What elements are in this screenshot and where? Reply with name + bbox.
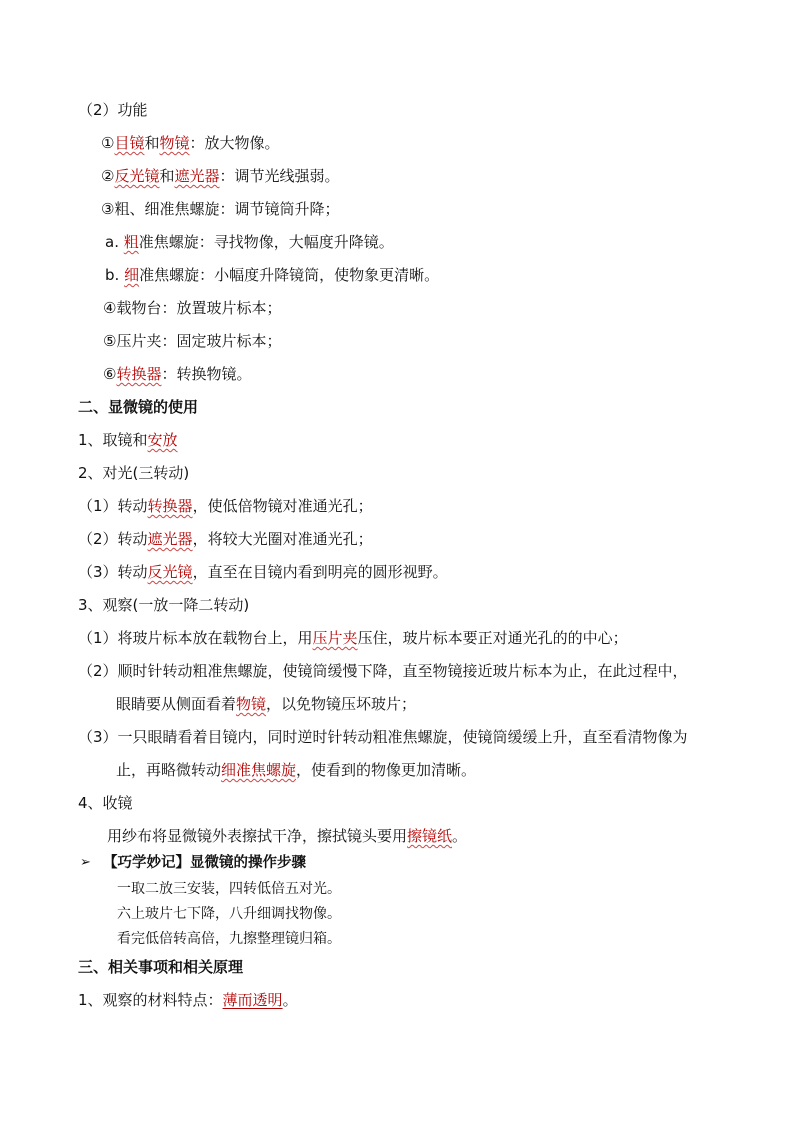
step-text: （1）转动 — [78, 497, 148, 515]
section-heading-usage: 二、显微镜的使用 — [78, 398, 199, 416]
step-1 — [78, 430, 178, 450]
item-number: ⑥ — [103, 365, 117, 383]
step-text: 眼睛要从侧面看着 — [116, 695, 237, 713]
term-fine: 细 — [124, 266, 140, 284]
term-nosepiece: 转换器 — [116, 365, 162, 383]
item-prefix: b. — [105, 266, 125, 284]
function-item-a — [105, 232, 394, 252]
step-2-1 — [78, 496, 373, 516]
conjunction: 和 — [144, 134, 160, 152]
step-text: ，使看到的物像更加清晰。 — [296, 761, 477, 779]
step-text: ，将较大光圈对准通光孔； — [192, 530, 373, 548]
step-text: 压住，玻片标本要正对通光孔的的中心； — [357, 629, 628, 647]
conjunction: 和 — [159, 167, 175, 185]
mnemonic-line-1: 一取二放三安装，四转低倍五对光。 — [117, 881, 341, 897]
term-objective: 物镜 — [159, 134, 190, 152]
term-clip: 压片夹 — [312, 629, 358, 647]
function-item-b — [105, 265, 439, 285]
section-heading-principles: 三、相关事项和相关原理 — [78, 958, 244, 976]
step-text: ，直至在目镜内看到明亮的圆形视野。 — [192, 563, 448, 581]
step-text: （3）转动 — [78, 563, 148, 581]
step-text: 。 — [452, 827, 468, 845]
term-diaphragm: 遮光器 — [147, 530, 193, 548]
term-nosepiece: 转换器 — [147, 497, 193, 515]
mnemonic-title: 【巧学妙记】显微镜的操作步骤 — [103, 854, 306, 871]
principle-text: 1、观察的材料特点： — [78, 991, 223, 1009]
term-thin-transparent: 薄而透明 — [222, 991, 283, 1009]
step-3-1 — [78, 628, 628, 648]
term-diaphragm: 遮光器 — [174, 167, 220, 185]
step-3-2-line2 — [116, 694, 416, 714]
term-mirror: 反光镜 — [114, 167, 160, 185]
step-4: 4、收镜 — [78, 794, 133, 812]
item-text: ：调节光线强弱。 — [219, 167, 340, 185]
function-item-4: ④载物台：放置玻片标本； — [103, 299, 282, 317]
step-2-3 — [78, 562, 448, 582]
term-mirror: 反光镜 — [147, 563, 193, 581]
item-number: ② — [101, 167, 115, 185]
step-text: 用纱布将显微镜外表擦拭干净，擦拭镜头要用 — [107, 827, 408, 845]
principle-text: 。 — [282, 991, 298, 1009]
term-eyepiece: 目镜 — [114, 134, 145, 152]
function-item-1 — [101, 133, 280, 153]
step-text: ，以免物镜压坏玻片； — [266, 695, 417, 713]
term-lens-paper: 擦镜纸 — [407, 827, 453, 845]
step-3-3-line1: （3）一只眼睛看着目镜内，同时逆时针转动粗准焦螺旋，使镜筒缓缓上升，直至看清物像为 — [78, 728, 688, 746]
item-prefix: a. — [105, 233, 124, 251]
item-text: 准焦螺旋：小幅度升降镜筒，使物象更清晰。 — [139, 266, 440, 284]
item-text: ：转换物镜。 — [161, 365, 252, 383]
step-text: ，使低倍物镜对准通光孔； — [192, 497, 373, 515]
term-fine-adjustment: 细准焦螺旋 — [221, 761, 297, 779]
function-item-5: ⑤压片夹：固定玻片标本； — [103, 332, 282, 350]
function-item-3: ③粗、细准焦螺旋：调节镜筒升降； — [101, 200, 340, 218]
term-coarse: 粗 — [123, 233, 139, 251]
function-item-2 — [101, 166, 340, 186]
mnemonic-line-2: 六上玻片七下降，八升细调找物像。 — [117, 906, 341, 922]
item-text: ：放大物像。 — [189, 134, 280, 152]
item-number: ① — [101, 134, 115, 152]
step-3: 3、观察(一放一降二转动) — [78, 596, 250, 614]
mnemonic-line-3: 看完低倍转高倍，九擦整理镜归箱。 — [117, 931, 341, 947]
step-text: （1）将玻片标本放在载物台上，用 — [78, 629, 313, 647]
function-item-6 — [103, 364, 251, 384]
step-3-3-line2 — [116, 760, 476, 780]
step-3-2-line1: （2）顺时针转动粗准焦螺旋，使镜筒缓慢下降，直至物镜接近玻片标本为止，在此过程中， — [78, 662, 688, 680]
principle-1 — [78, 990, 298, 1010]
term-objective: 物镜 — [236, 695, 267, 713]
step-2-2 — [78, 529, 373, 549]
step-text: （2）转动 — [78, 530, 148, 548]
item-text: 准焦螺旋：寻找物像，大幅度升降镜。 — [138, 233, 394, 251]
step-4-1 — [107, 826, 467, 846]
term-place: 安放 — [147, 431, 178, 449]
step-text: 1、取镜和 — [78, 431, 148, 449]
step-text: 止，再略微转动 — [116, 761, 222, 779]
step-2: 2、对光(三转动) — [78, 464, 190, 482]
function-heading: （2）功能 — [78, 101, 148, 119]
arrow-bullet-icon: ➢ — [80, 855, 91, 870]
